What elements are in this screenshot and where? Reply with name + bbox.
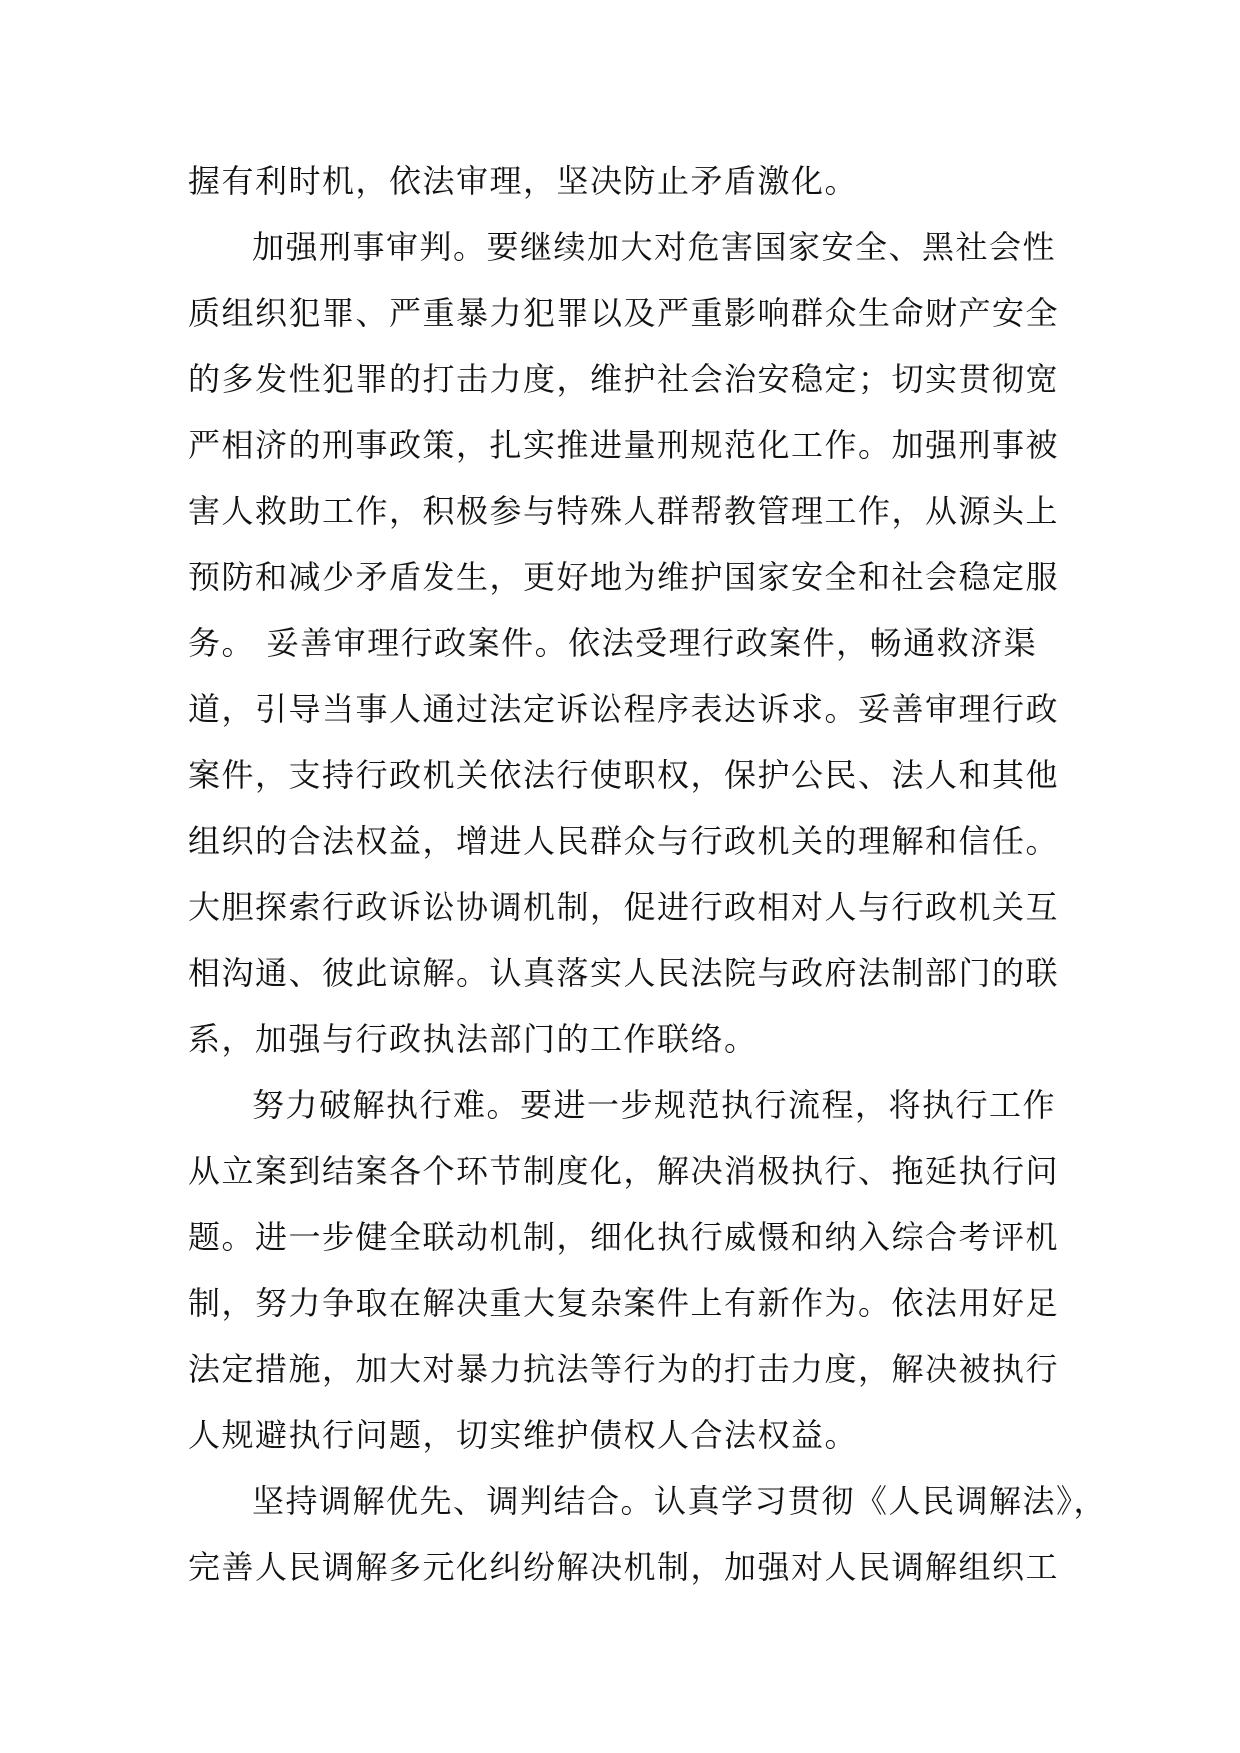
- text-line: 害人救助工作，积极参与特殊人群帮教管理工作，从源头上: [188, 492, 1060, 530]
- text-line: 预防和减少矛盾发生，更好地为维护国家安全和社会稳定服: [188, 558, 1060, 596]
- text-line: 从立案到结案各个环节制度化，解决消极执行、拖延执行问: [188, 1152, 1060, 1190]
- text-line: 题。进一步健全联动机制，细化执行威慑和纳入综合考评机: [188, 1218, 1060, 1256]
- text-line: 系，加强与行政执法部门的工作联络。: [188, 1020, 758, 1058]
- text-line: 务。 妥善审理行政案件。依法受理行政案件，畅通救济渠: [188, 624, 1038, 662]
- text-line: 努力破解执行难。要进一步规范执行流程，将执行工作: [252, 1086, 1057, 1124]
- text-line: 制，努力争取在解决重大复杂案件上有新作为。依法用好足: [188, 1284, 1060, 1322]
- text-line: 的多发性犯罪的打击力度，维护社会治安稳定；切实贯彻宽: [188, 360, 1060, 398]
- text-line: 坚持调解优先、调判结合。认真学习贯彻《人民调解法》，: [252, 1482, 1108, 1520]
- text-line: 严相济的刑事政策，扎实推进量刑规范化工作。加强刑事被: [188, 426, 1060, 464]
- text-line: 完善人民调解多元化纠纷解决机制，加强对人民调解组织工: [188, 1548, 1060, 1586]
- text-line: 质组织犯罪、严重暴力犯罪以及严重影响群众生命财产安全: [188, 294, 1060, 332]
- text-line: 组织的合法权益，增进人民群众与行政机关的理解和信任。: [188, 822, 1060, 860]
- text-line: 人规避执行问题，切实维护债权人合法权益。: [188, 1416, 859, 1454]
- text-line: 加强刑事审判。要继续加大对危害国家安全、黑社会性: [252, 228, 1057, 266]
- text-line: 大胆探索行政诉讼协调机制，促进行政相对人与行政机关互: [188, 888, 1060, 926]
- text-line: 相沟通、彼此谅解。认真落实人民法院与政府法制部门的联: [188, 954, 1060, 992]
- text-line: 案件，支持行政机关依法行使职权，保护公民、法人和其他: [188, 756, 1060, 794]
- body-text: [188, 148, 1108, 1600]
- text-line: 道，引导当事人通过法定诉讼程序表达诉求。妥善审理行政: [188, 690, 1060, 728]
- text-line: 法定措施，加大对暴力抗法等行为的打击力度，解决被执行: [188, 1350, 1060, 1388]
- text-line: 握有利时机，依法审理，坚决防止矛盾激化。: [188, 162, 859, 200]
